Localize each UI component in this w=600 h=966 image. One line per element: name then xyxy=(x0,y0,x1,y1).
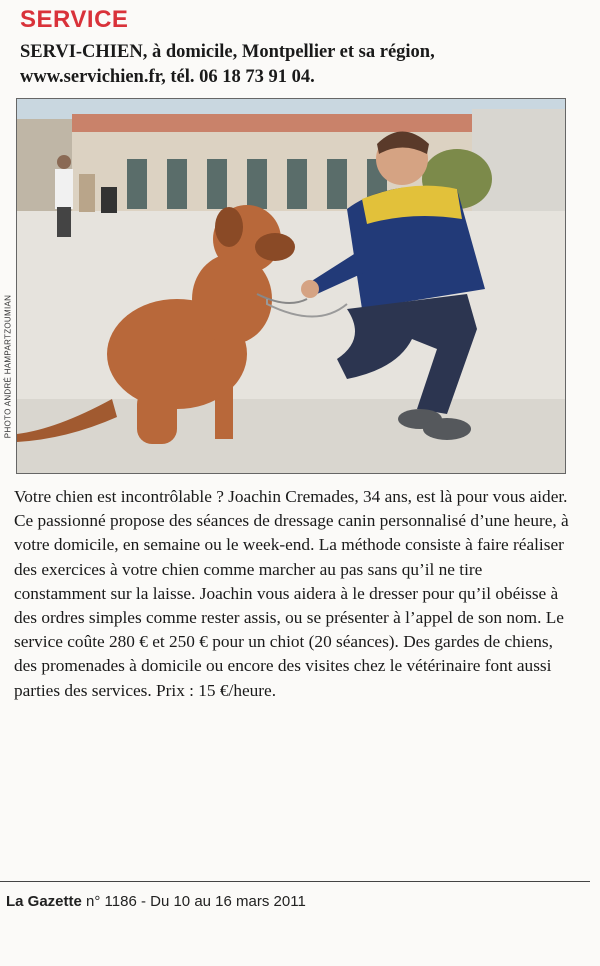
footer-rule xyxy=(0,881,590,882)
headline-line-1: SERVI-CHIEN, à domicile, Montpellier et sa région, xyxy=(20,42,435,62)
photo-building-right xyxy=(472,109,565,214)
headline xyxy=(20,40,580,90)
article-photo xyxy=(16,98,566,474)
article-paragraph: Votre chien est incontrôlable ? Joachin Cremades, 34 ans, est là pour vous aider. Ce passionné propose des séances de dressage canin personnalisé d’une heure, à votre domicile, en semaine ou le week-end. La méthode consiste à faire réaliser des exercices à votre chien comme marcher au pas sans qu’il ne tire constamment sur la laisse. Joachin vous aidera à le dresser pour qu’il obéisse à des ordres simples comme rester assis, ou se présenter à l’appel de son nom. Le service coûte 280 € et 250 € pour un chiot (20 séances). Des gardes de chiens, des promenades à domicile ou encore des visites chez le vétérinaire font aussi parties des services. Prix : 15 €/heure. xyxy=(14,487,569,700)
issue-info: n° 1186 - Du 10 au 16 mars 2011 xyxy=(86,893,306,910)
photo-credit: PHOTO ANDRÉ HAMPARTZOUMIAN xyxy=(3,294,13,439)
footer xyxy=(6,893,306,910)
section-label: SERVICE xyxy=(20,6,129,33)
photo-building-roof xyxy=(72,114,472,132)
publication-name: La Gazette xyxy=(6,893,82,910)
article-body xyxy=(14,485,572,703)
headline-line-2: www.servichien.fr, tél. 06 18 73 91 04. xyxy=(20,67,315,87)
dog-training-photo xyxy=(17,99,565,473)
